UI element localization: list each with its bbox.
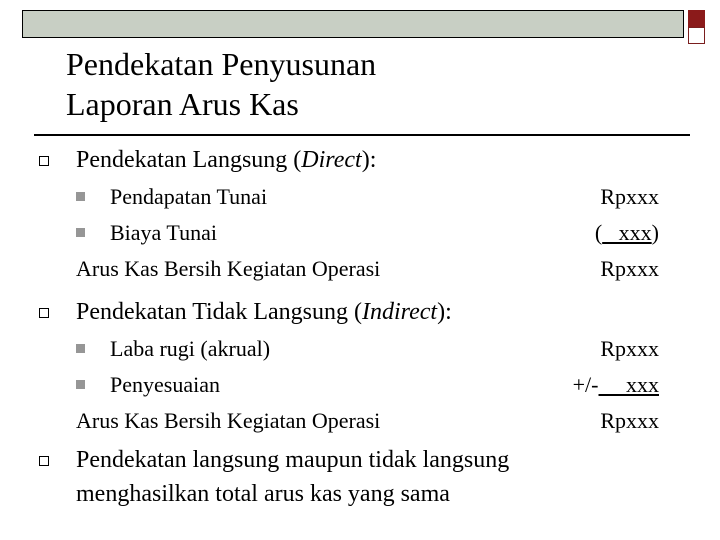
square-bullet-icon	[39, 156, 49, 166]
direct-item-amount: ( xxx)	[594, 220, 659, 245]
direct-item-amount: Rpxxx	[600, 184, 659, 209]
indirect-item-amount: Rpxxx	[600, 336, 659, 361]
filled-square-bullet-icon	[76, 380, 85, 389]
square-bullet-icon	[39, 456, 49, 466]
filled-square-bullet-icon	[76, 192, 85, 201]
indirect-heading: Pendekatan Tidak Langsung (Indirect):	[76, 299, 452, 325]
direct-item-label: Biaya Tunai	[110, 220, 217, 245]
indirect-total-amount: Rpxxx	[600, 408, 659, 433]
title-divider	[34, 134, 690, 136]
corner-square-filled	[688, 10, 705, 27]
indirect-total-label: Arus Kas Bersih Kegiatan Operasi	[76, 408, 381, 433]
title-bar-decoration	[22, 10, 684, 38]
indirect-item-label: Penyesuaian	[110, 372, 220, 397]
direct-heading: Pendekatan Langsung (Direct):	[76, 147, 377, 173]
corner-square-empty	[688, 27, 705, 44]
conclusion-line-1: Pendekatan langsung maupun tidak langsung	[76, 447, 510, 473]
direct-item-label: Pendapatan Tunai	[110, 184, 268, 209]
filled-square-bullet-icon	[76, 228, 85, 237]
direct-total-amount: Rpxxx	[600, 256, 659, 281]
indirect-item-amount: +/- xxx	[572, 372, 659, 397]
square-bullet-icon	[39, 308, 49, 318]
slide-title-line-1: Pendekatan Penyusunan	[66, 46, 377, 82]
filled-square-bullet-icon	[76, 344, 85, 353]
slide-title-line-2: Laporan Arus Kas	[66, 86, 299, 122]
conclusion-line-2: menghasilkan total arus kas yang sama	[76, 481, 450, 507]
direct-total-label: Arus Kas Bersih Kegiatan Operasi	[76, 256, 381, 281]
indirect-item-label: Laba rugi (akrual)	[110, 336, 271, 361]
